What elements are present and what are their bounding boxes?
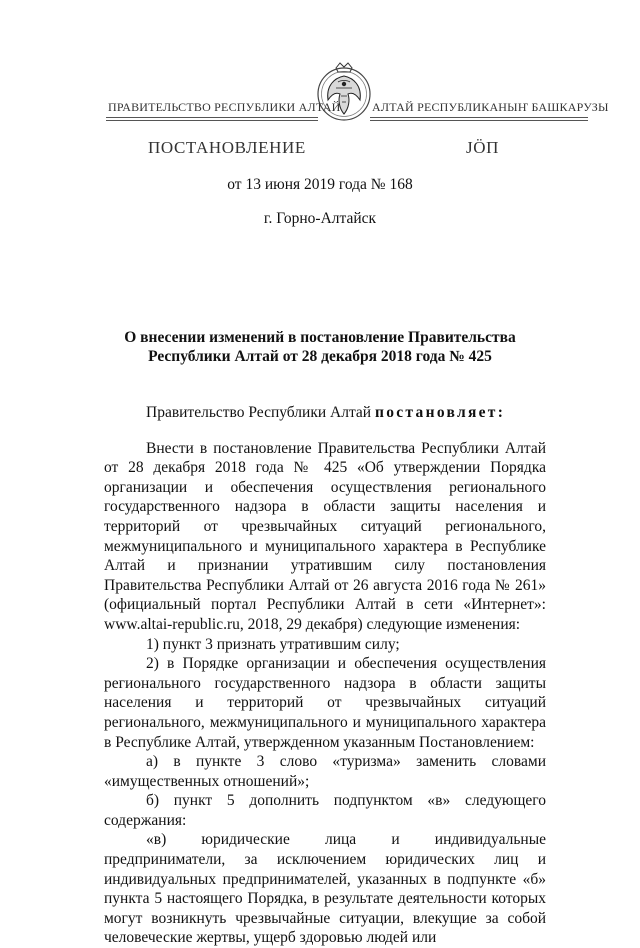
intro-prefix: Правительство Республики Алтай	[146, 404, 375, 421]
header-rule-left-1	[106, 117, 318, 118]
body-paragraph: 1) пункт 3 признать утратившим силу;	[146, 635, 400, 653]
coat-of-arms-icon	[314, 60, 374, 126]
header-org-left: ПРАВИТЕЛЬСТВО РЕСПУБЛИКИ АЛТАЙ	[108, 100, 341, 114]
doc-type-ru: ПОСТАНОВЛЕНИЕ	[148, 138, 306, 157]
doc-date-number: от 13 июня 2019 года № 168	[227, 176, 413, 193]
body-paragraph: 2) в Порядке организации и обеспечения осуществления регионального государственного надзора в области защиты населения и территорий от чрезвычайных ситуаций регионального, межмуниципального и муниципального характера в Республике Алтай, утвержденном указанным Постановлением:	[104, 655, 546, 751]
header-rule-right-2	[370, 120, 588, 121]
doc-type-alt: ЈӦП	[466, 138, 499, 157]
header-rule-right-1	[370, 117, 588, 118]
body-paragraph: Внести в постановление Правительства Республики Алтай от 28 декабря 2018 года № 425 «Об утверждении Порядка организации и обеспечения осуществления регионального государственного надзора в области защиты населения и территорий от чрезвычайных ситуаций регионального, межмуниципального и муниципального характера в Республике Алтай и признании утратившим силу постановления Правительства Республики Алтай от 26 августа 2016 года № 261» (официальный портал Республики Алтай в сети «Интернет»: www.altai-republic.ru, 2018, 29 декабря) следующие изменения:	[104, 439, 546, 633]
body-paragraph: «в) юридические лица и индивидуальные предприниматели, за исключением юридических лиц и индивидуальных предпринимателей, указанных в подпункте «б» пункта 5 настоящего Порядка, в результате деятельности которых могут возникнуть чрезвычайные ситуации, влекущие за собой человеческие жертвы, ущерб здоровью людей или	[104, 831, 546, 947]
doc-body	[104, 403, 546, 948]
doc-title: О внесении изменений в постановление Правительства Республики Алтай от 28 декабря 2018 года № 425	[124, 329, 516, 365]
header-rule-left-2	[106, 120, 318, 121]
header-org-right: АЛТАЙ РЕСПУБЛИКАНЫҤ БАШКАРУЗЫ	[372, 100, 609, 114]
intro-emphasis: постановляет:	[374, 404, 506, 421]
doc-city: г. Горно-Алтайск	[263, 210, 377, 227]
body-paragraph: б) пункт 5 дополнить подпунктом «в» следующего содержания:	[104, 792, 546, 829]
intro-paragraph	[104, 403, 546, 423]
body-paragraph: а) в пункте 3 слово «туризма» заменить словами «имущественных отношений»;	[104, 753, 546, 790]
